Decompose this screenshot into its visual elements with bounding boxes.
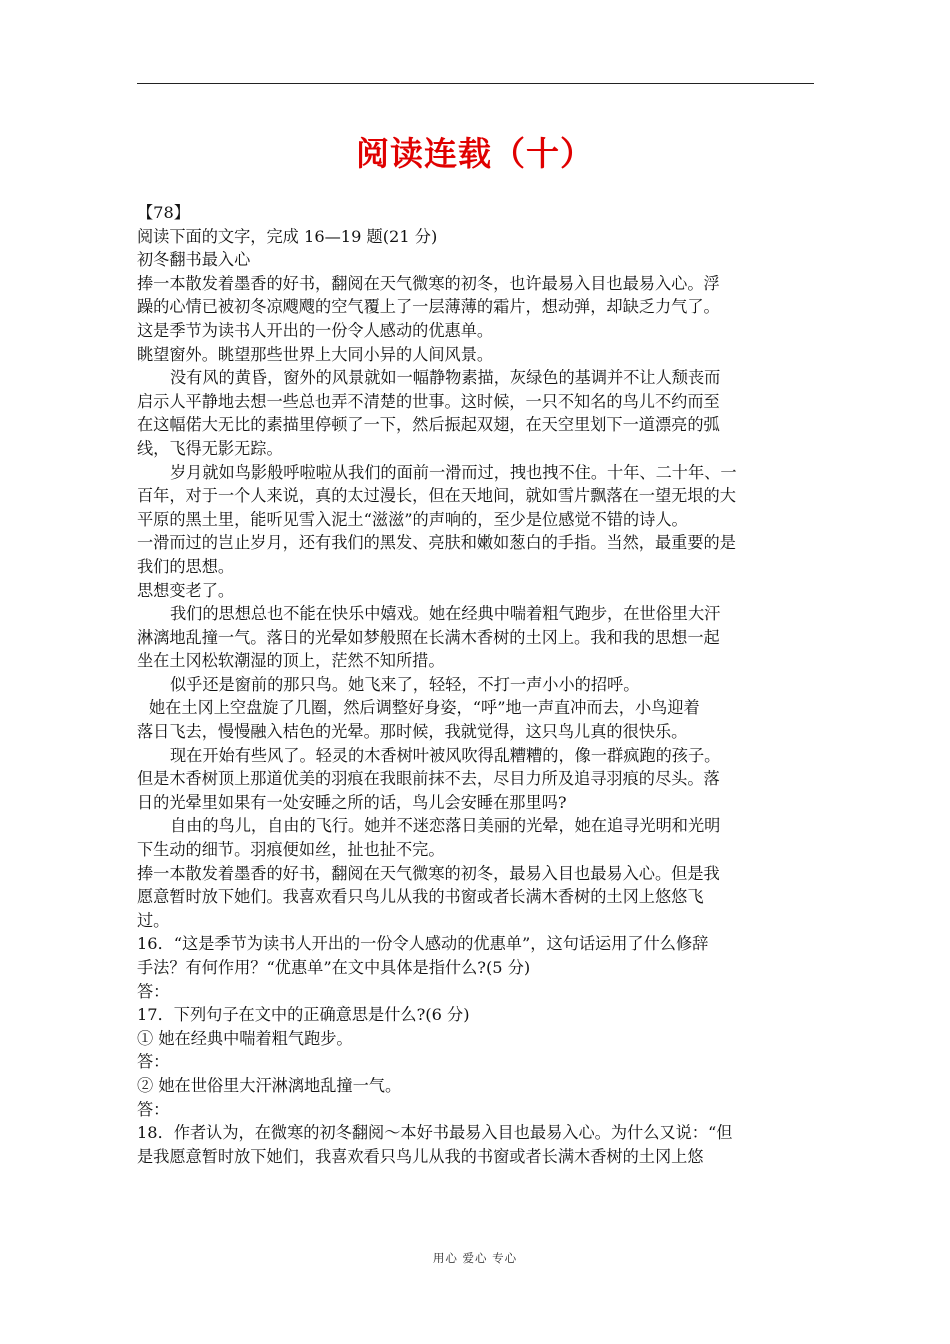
article-body <box>137 201 815 1168</box>
text-line: 似乎还是窗前的那只鸟。她飞来了，轻轻，不打一声小小的招呼。 <box>170 674 640 694</box>
text-line: 现在开始有些风了。轻灵的木香树叶被风吹得乱糟糟的，像一群疯跑的孩子。 <box>170 745 721 765</box>
text-line: 18．作者认为，在微寒的初冬翻阅～本好书最易入目也最易入心。为什么又说：“但 <box>137 1123 733 1143</box>
text-line: 一滑而过的岂止岁月，还有我们的黑发、亮肤和嫩如葱白的手指。当然，最重要的是 <box>137 533 736 553</box>
text-line: 平原的黑土里，能听见雪入泥土“滋滋”的声响的，至少是位感觉不错的诗人。 <box>137 509 688 529</box>
header-rule <box>137 83 814 84</box>
text-line: 启示人平静地去想一些总也弄不清楚的世事。这时候，一只不知名的鸟儿不约而至 <box>137 391 720 411</box>
text-line: 是我愿意暂时放下她们，我喜欢看只鸟儿从我的书窗或者长满木香树的土冈上悠 <box>137 1146 704 1166</box>
text-line: 【78】 <box>137 203 190 222</box>
text-line: 答： <box>137 1099 170 1119</box>
text-line: 百年，对于一个人来说，真的太过漫长，但在天地间，就如雪片飘落在一望无垠的大 <box>137 486 736 506</box>
text-line: 眺望窗外。眺望那些世界上大同小异的人间风景。 <box>137 344 494 364</box>
text-line: 坐在土冈松软潮湿的顶上，茫然不知所措。 <box>137 651 445 671</box>
text-line: 捧一本散发着墨香的好书，翻阅在天气微寒的初冬，最易入目也最易入心。但是我 <box>137 863 720 883</box>
text-line: 在这幅偌大无比的素描里停顿了一下，然后振起双翅，在天空里划下一道漂亮的弧 <box>137 415 720 435</box>
text-line: ① 她在经典中喘着粗气跑步。 <box>137 1028 353 1048</box>
text-line: 淋漓地乱撞一气。落日的光晕如梦般照在长满木香树的土冈上。我和我的思想一起 <box>137 627 720 647</box>
text-line: 线，飞得无影无踪。 <box>137 438 283 458</box>
text-line: 阅读下面的文字，完成 16—19 题(21 分) <box>137 226 438 246</box>
text-line: 16．“这是季节为读书人开出的一份令人感动的优惠单”，这句话运用了什么修辞 <box>137 934 709 954</box>
text-line: 思想变老了。 <box>137 580 235 600</box>
text-line: 下生动的细节。羽痕便如丝，扯也扯不完。 <box>137 840 445 860</box>
text-line: 落日飞去，慢慢融入桔色的光晕。那时候，我就觉得，这只鸟儿真的很快乐。 <box>137 722 688 742</box>
text-line: 手法？有何作用？“优惠单”在文中具体是指什么?(5 分) <box>137 958 531 977</box>
text-line: 捧一本散发着墨香的好书，翻阅在天气微寒的初冬，也许最易入目也最易入心。浮 <box>137 273 720 293</box>
text-line: 没有风的黄昏，窗外的风景就如一幅静物素描，灰绿色的基调并不让人颓丧而 <box>170 368 721 388</box>
text-line: 躁的心情已被初冬凉飕飕的空气覆上了一层薄薄的霜片，想动弹，却缺乏力气了。 <box>137 297 720 317</box>
text-line: 初冬翻书最入心 <box>137 250 251 270</box>
text-line: 我们的思想总也不能在快乐中嬉戏。她在经典中喘着粗气跑步，在世俗里大汗 <box>170 604 721 624</box>
text-line: 自由的鸟儿，自由的飞行。她并不迷恋落日美丽的光晕，她在追寻光明和光明 <box>170 816 721 836</box>
text-line: 我们的思想。 <box>137 556 235 576</box>
text-line: ② 她在世俗里大汗淋漓地乱撞一气。 <box>137 1075 402 1095</box>
page-title: 阅读连载（十） <box>356 134 594 173</box>
text-line: 答： <box>137 981 170 1001</box>
text-line: 这是季节为读书人开出的一份令人感动的优惠单。 <box>137 320 494 340</box>
text-line: 她在土冈上空盘旋了几圈，然后调整好身姿，“呼”地一声直冲而去，小鸟迎着 <box>149 698 700 718</box>
text-line: 愿意暂时放下她们。我喜欢看只鸟儿从我的书窗或者长满木香树的土冈上悠悠飞 <box>137 887 704 907</box>
text-line: 答： <box>137 1052 170 1072</box>
page-footer: 用心 爱心 专心 <box>432 1251 518 1265</box>
text-line: 但是木香树顶上那道优美的羽痕在我眼前抹不去，尽目力所及追寻羽痕的尽头。落 <box>137 769 720 789</box>
text-line: 17．下列句子在文中的正确意思是什么?(6 分) <box>137 1005 470 1025</box>
text-line: 日的光晕里如果有一处安睡之所的话，鸟儿会安睡在那里吗? <box>137 792 567 812</box>
text-line: 过。 <box>137 910 170 930</box>
text-line: 岁月就如鸟影般呼啦啦从我们的面前一滑而过，拽也拽不住。十年、二十年、一 <box>170 462 737 482</box>
